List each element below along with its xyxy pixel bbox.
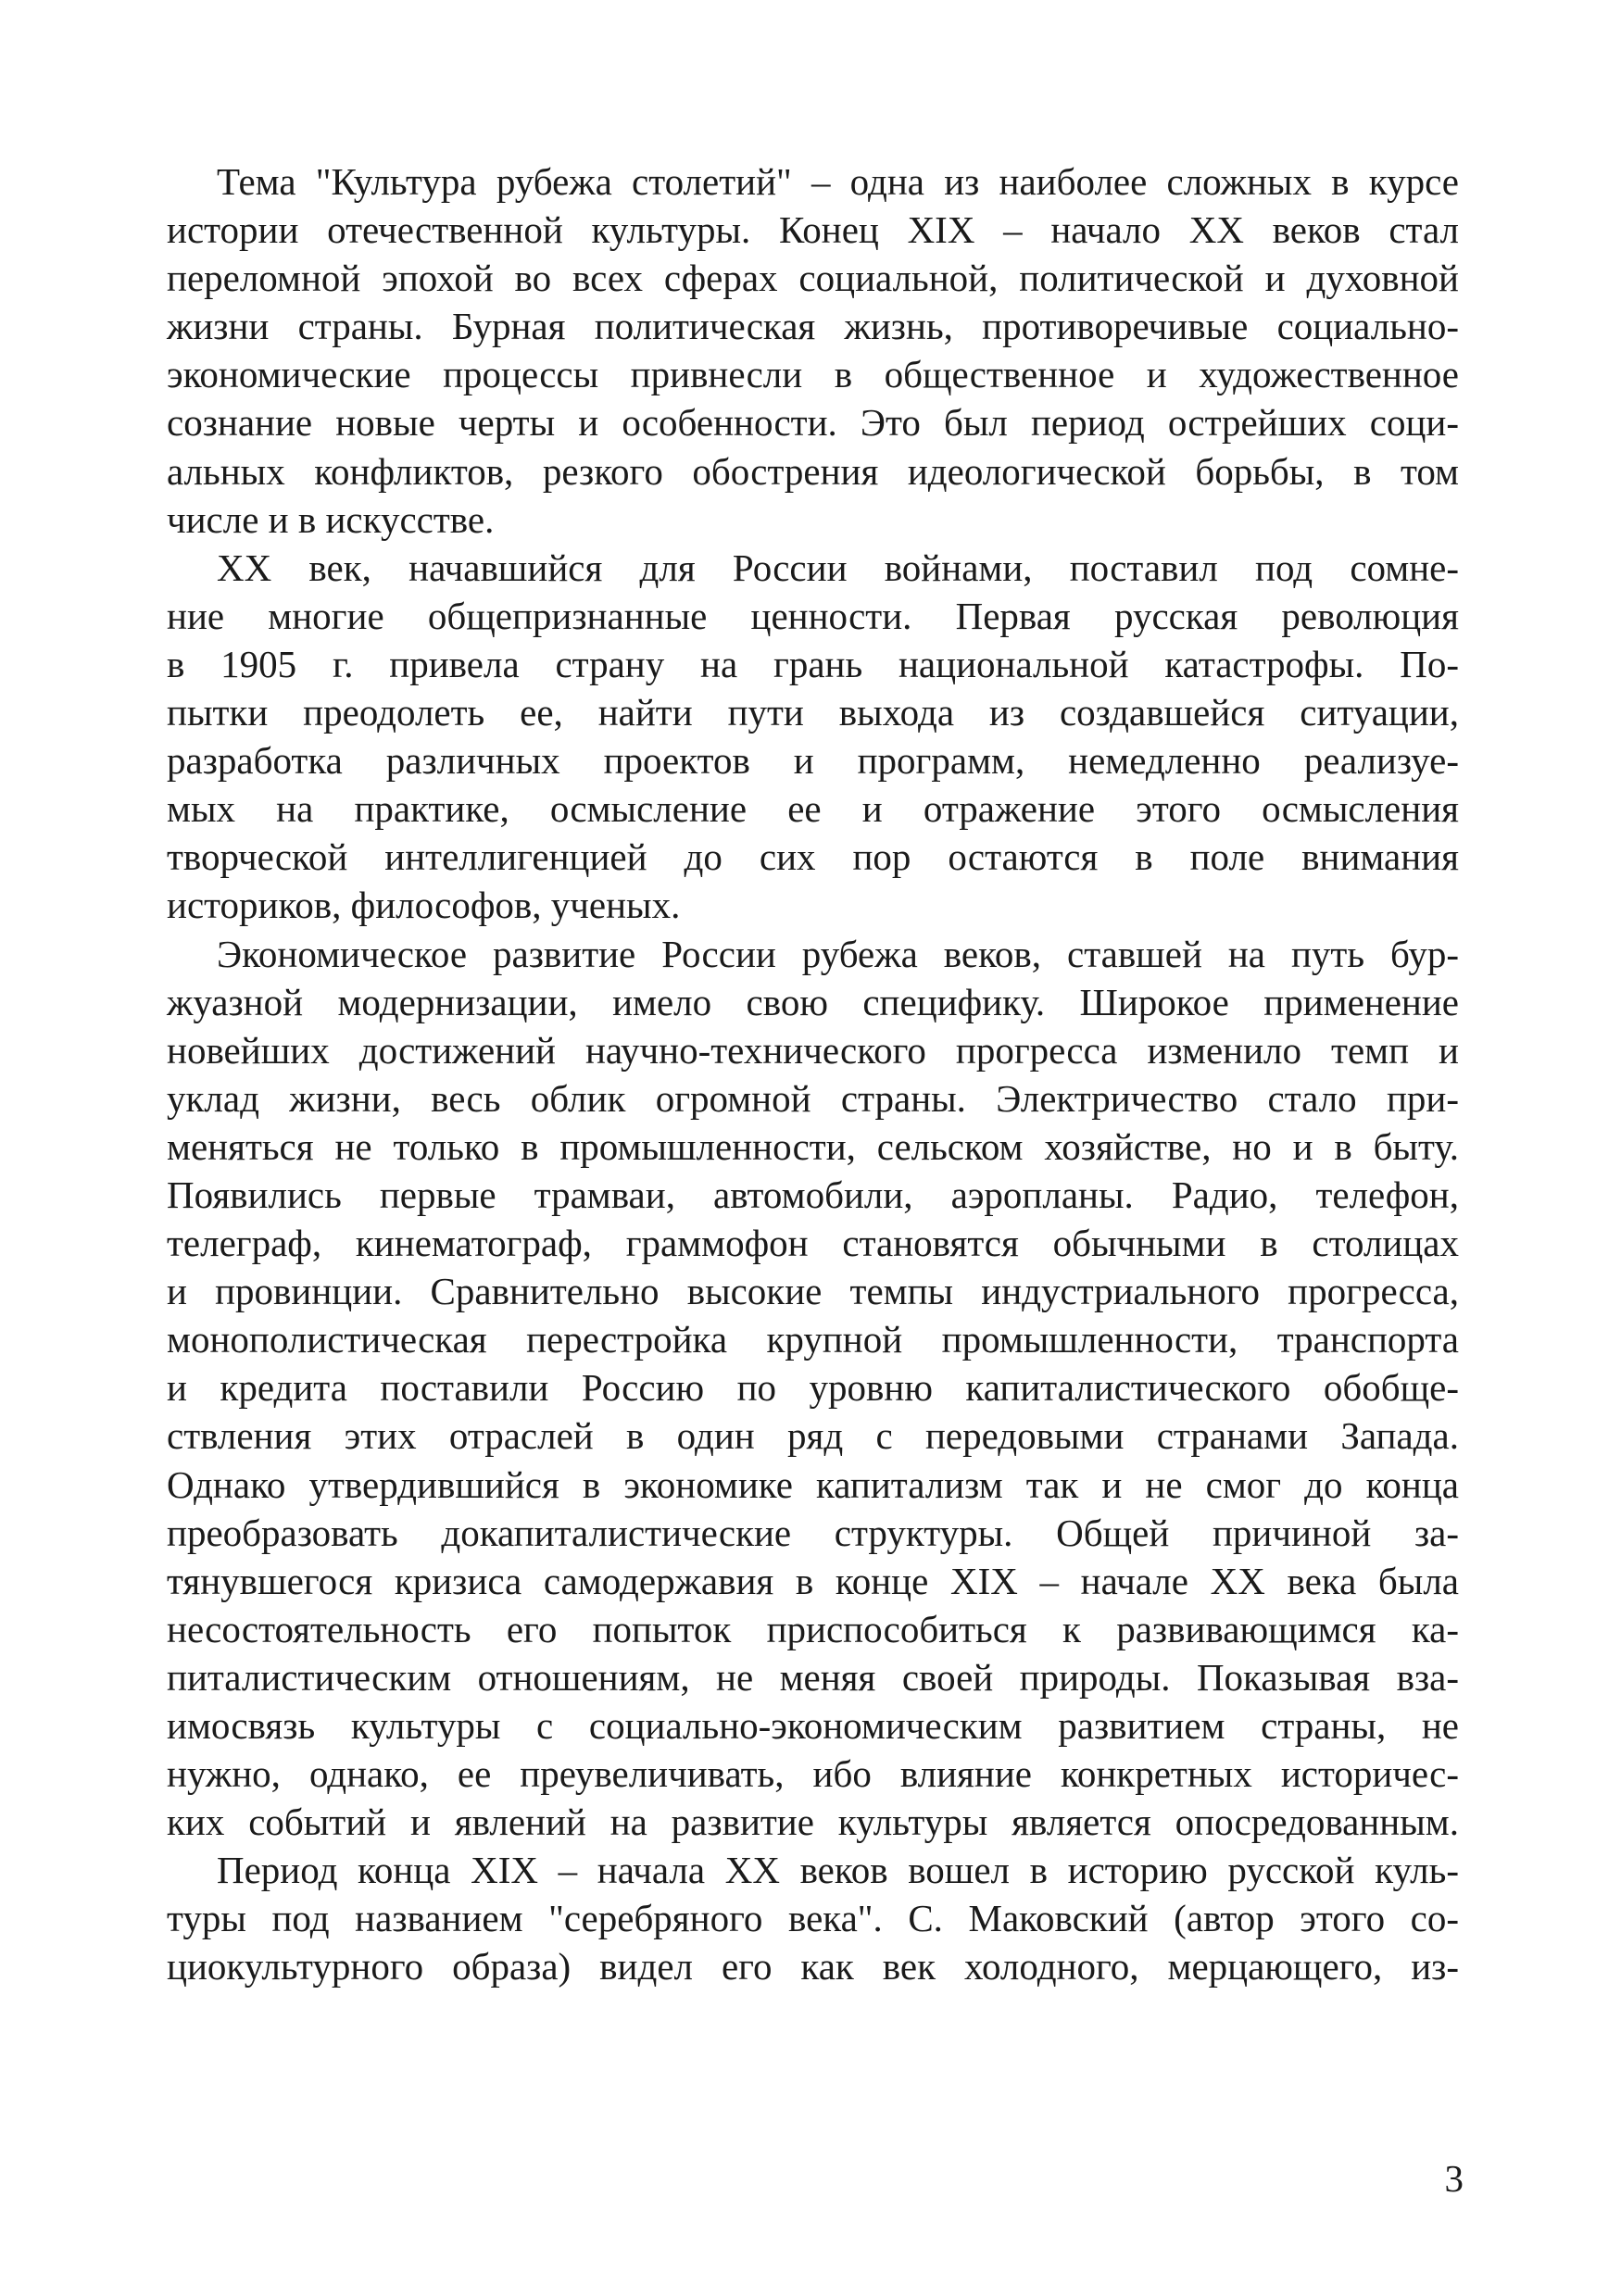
- text-line: циокультурного образа) видел его как век холодного, мерцающего, из-: [167, 1945, 1459, 1989]
- text-line: Экономическое развитие России рубежа веков, ставшей на путь бур-: [217, 932, 1459, 975]
- text-line: и провинции. Сравнительно высокие темпы индустриального прогресса,: [167, 1270, 1459, 1313]
- paragraph-1: [167, 157, 1459, 544]
- text-line: Тема "Культура рубежа столетий" – одна из наиболее сложных в курсе: [217, 160, 1459, 203]
- body-text: [167, 157, 1459, 1991]
- page-number: 3: [1444, 2157, 1464, 2200]
- text-line: экономические процессы привнесли в общественное и художественное: [167, 353, 1459, 396]
- text-line: меняться не только в промышленности, сельском хозяйстве, но и в быту.: [167, 1124, 1459, 1168]
- text-line: ких событий и явлений на развитие культуры является опосредованным.: [167, 1800, 1459, 1844]
- text-line: и кредита поставили Россию по уровню капиталистического обобще-: [167, 1366, 1459, 1410]
- text-line: Однако утвердившийся в экономике капитализм так и не смог до конца: [167, 1462, 1459, 1506]
- text-line: телеграф, кинематограф, граммофон становятся обычными в столицах: [167, 1222, 1459, 1265]
- text-line: Появились первые трамваи, автомобили, аэропланы. Радио, телефон,: [167, 1173, 1459, 1216]
- text-line: нужно, однако, ее преувеличивать, ибо влияние конкретных историчес-: [167, 1752, 1459, 1796]
- text-line: сознание новые черты и особенности. Это был период острейших соци-: [167, 401, 1459, 445]
- text-line: тянувшегося кризиса самодержавия в конце XIX – начале XX века была: [167, 1559, 1459, 1602]
- text-line: разработка различных проектов и программ, немедленно реализуе-: [167, 739, 1459, 783]
- text-line: творческой интеллигенцией до сих пор остаются в поле внимания: [167, 835, 1459, 879]
- text-line: питалистическим отношениям, не меняя своей природы. Показывая вза-: [167, 1655, 1459, 1699]
- text-line: уклад жизни, весь облик огромной страны. Электричество стало при-: [167, 1076, 1459, 1120]
- text-line: пытки преодолеть ее, найти пути выхода из создавшейся ситуации,: [167, 691, 1459, 734]
- text-line: ние многие общепризнанные ценности. Первая русская революция: [167, 594, 1459, 637]
- paragraph-2: [167, 544, 1459, 930]
- text-line: туры под названием "серебряного века". С. Маковский (автор этого со-: [167, 1897, 1459, 1940]
- text-line: жизни страны. Бурная политическая жизнь, противоречивые социально-: [167, 305, 1459, 348]
- text-line: имосвязь культуры с социально-экономическим развитием страны, не: [167, 1704, 1459, 1747]
- text-line: жуазной модернизации, имело свою специфику. Широкое применение: [167, 980, 1459, 1023]
- text-line: монополистическая перестройка крупной промышленности, транспорта: [167, 1318, 1459, 1361]
- text-line: числе и в искусстве.: [167, 497, 495, 541]
- text-line: в 1905 г. привела страну на грань национальной катастрофы. По-: [167, 642, 1459, 685]
- text-line: преобразовать докапиталистические структуры. Общей причиной за-: [167, 1511, 1459, 1554]
- text-line: альных конфликтов, резкого обострения идеологической борьбы, в том: [167, 449, 1459, 493]
- text-line: ствления этих отраслей в один ряд с передовыми странами Запада.: [167, 1414, 1459, 1458]
- text-line: истории отечественной культуры. Конец XIX – начало XX веков стал: [167, 208, 1459, 252]
- text-line: мых на практике, осмысление ее и отражение этого осмысления: [167, 787, 1459, 831]
- text-line: Период конца XIX – начала XX веков вошел в историю русской куль-: [217, 1849, 1459, 1892]
- text-line: XX век, начавшийся для России войнами, поставил под сомне-: [217, 546, 1459, 589]
- text-line: несостоятельность его попыток приспособиться к развивающимся ка-: [167, 1607, 1459, 1650]
- paragraph-4: [167, 1846, 1459, 1990]
- paragraph-3: [167, 930, 1459, 1847]
- text-line: новейших достижений научно-технического прогресса изменило темп и: [167, 1028, 1459, 1072]
- text-line: историков, философов, ученых.: [167, 884, 681, 927]
- text-line: переломной эпохой во всех сферах социальной, политической и духовной: [167, 257, 1459, 300]
